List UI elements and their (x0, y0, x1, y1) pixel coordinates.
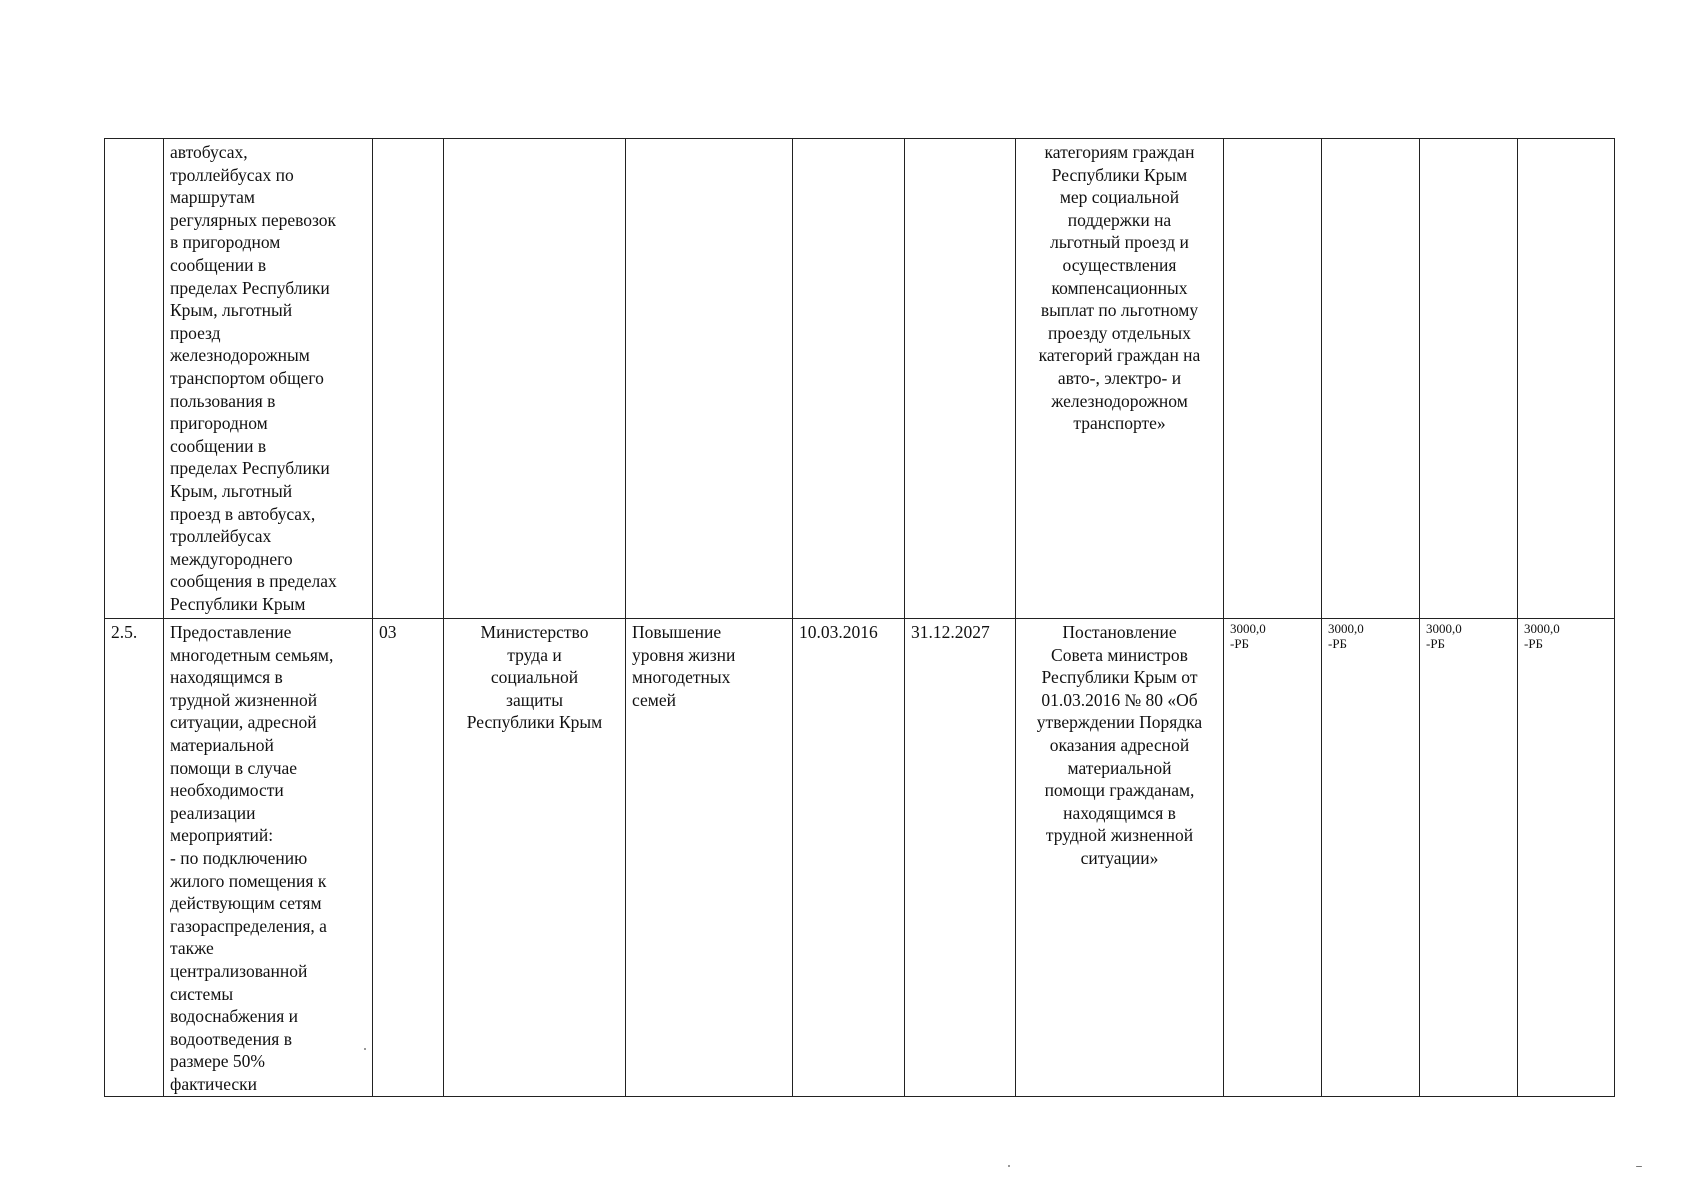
row-number: 2.5. (105, 619, 164, 1097)
funding-year-4 (1518, 139, 1615, 619)
legal-act: Постановление Совета министров Республики Крым от 01.03.2016 № 80 «Об утверждении Порядка оказания адресной материальной помощи гражданам, находящимся в трудной жизненной ситуации» (1016, 619, 1224, 1097)
measure-name: Предоставление многодетным семьям, находящимся в трудной жизненной ситуации, адресной материальной помощи в случае необходимости реализации мероприятий: - по подключению жилого помещения к действующим сетям газораспределения, а также централизованной системы водоснабжения и водоотведения в размере 50% фактически (164, 619, 373, 1097)
executor: Министерство труда и социальной защиты Республики Крым (444, 619, 626, 1097)
start-date (793, 139, 905, 619)
scan-speck (1008, 1165, 1010, 1167)
end-date: 31.12.2027 (905, 619, 1016, 1097)
expected-result: Повышение уровня жизни многодетных семей (626, 619, 793, 1097)
program-measures-table (104, 138, 1615, 1097)
legal-act: категориям граждан Республики Крым мер социальной поддержки на льготный проезд и осуществления компенсационных выплат по льготному проезду отдельных категорий граждан на авто-, электро- и железнодорожном транспорте» (1016, 139, 1224, 619)
start-date: 10.03.2016 (793, 619, 905, 1097)
funding-year-3 (1420, 139, 1518, 619)
funding-year-2 (1322, 139, 1420, 619)
funding-year-2: 3000,0 -РБ (1322, 619, 1420, 1097)
funding-year-1 (1224, 139, 1322, 619)
funding-year-4: 3000,0 -РБ (1518, 619, 1615, 1097)
measure-code (373, 139, 444, 619)
funding-year-1: 3000,0 -РБ (1224, 619, 1322, 1097)
scan-speck (364, 1048, 366, 1050)
row-number (105, 139, 164, 619)
executor (444, 139, 626, 619)
table-row-2-5 (105, 619, 1615, 1097)
end-date (905, 139, 1016, 619)
funding-year-3: 3000,0 -РБ (1420, 619, 1518, 1097)
table-row-continued (105, 139, 1615, 619)
expected-result (626, 139, 793, 619)
measure-name: автобусах, троллейбусах по маршрутам регулярных перевозок в пригородном сообщении в пределах Республики Крым, льготный проезд железнодорожным транспортом общего пользования в пригородном сообщении в пределах Республики Крым, льготный проезд в автобусах, троллейбусах междугороднего сообщения в пределах Республики Крым (164, 139, 373, 619)
scan-speck (1636, 1166, 1642, 1167)
measure-code: 03 (373, 619, 444, 1097)
